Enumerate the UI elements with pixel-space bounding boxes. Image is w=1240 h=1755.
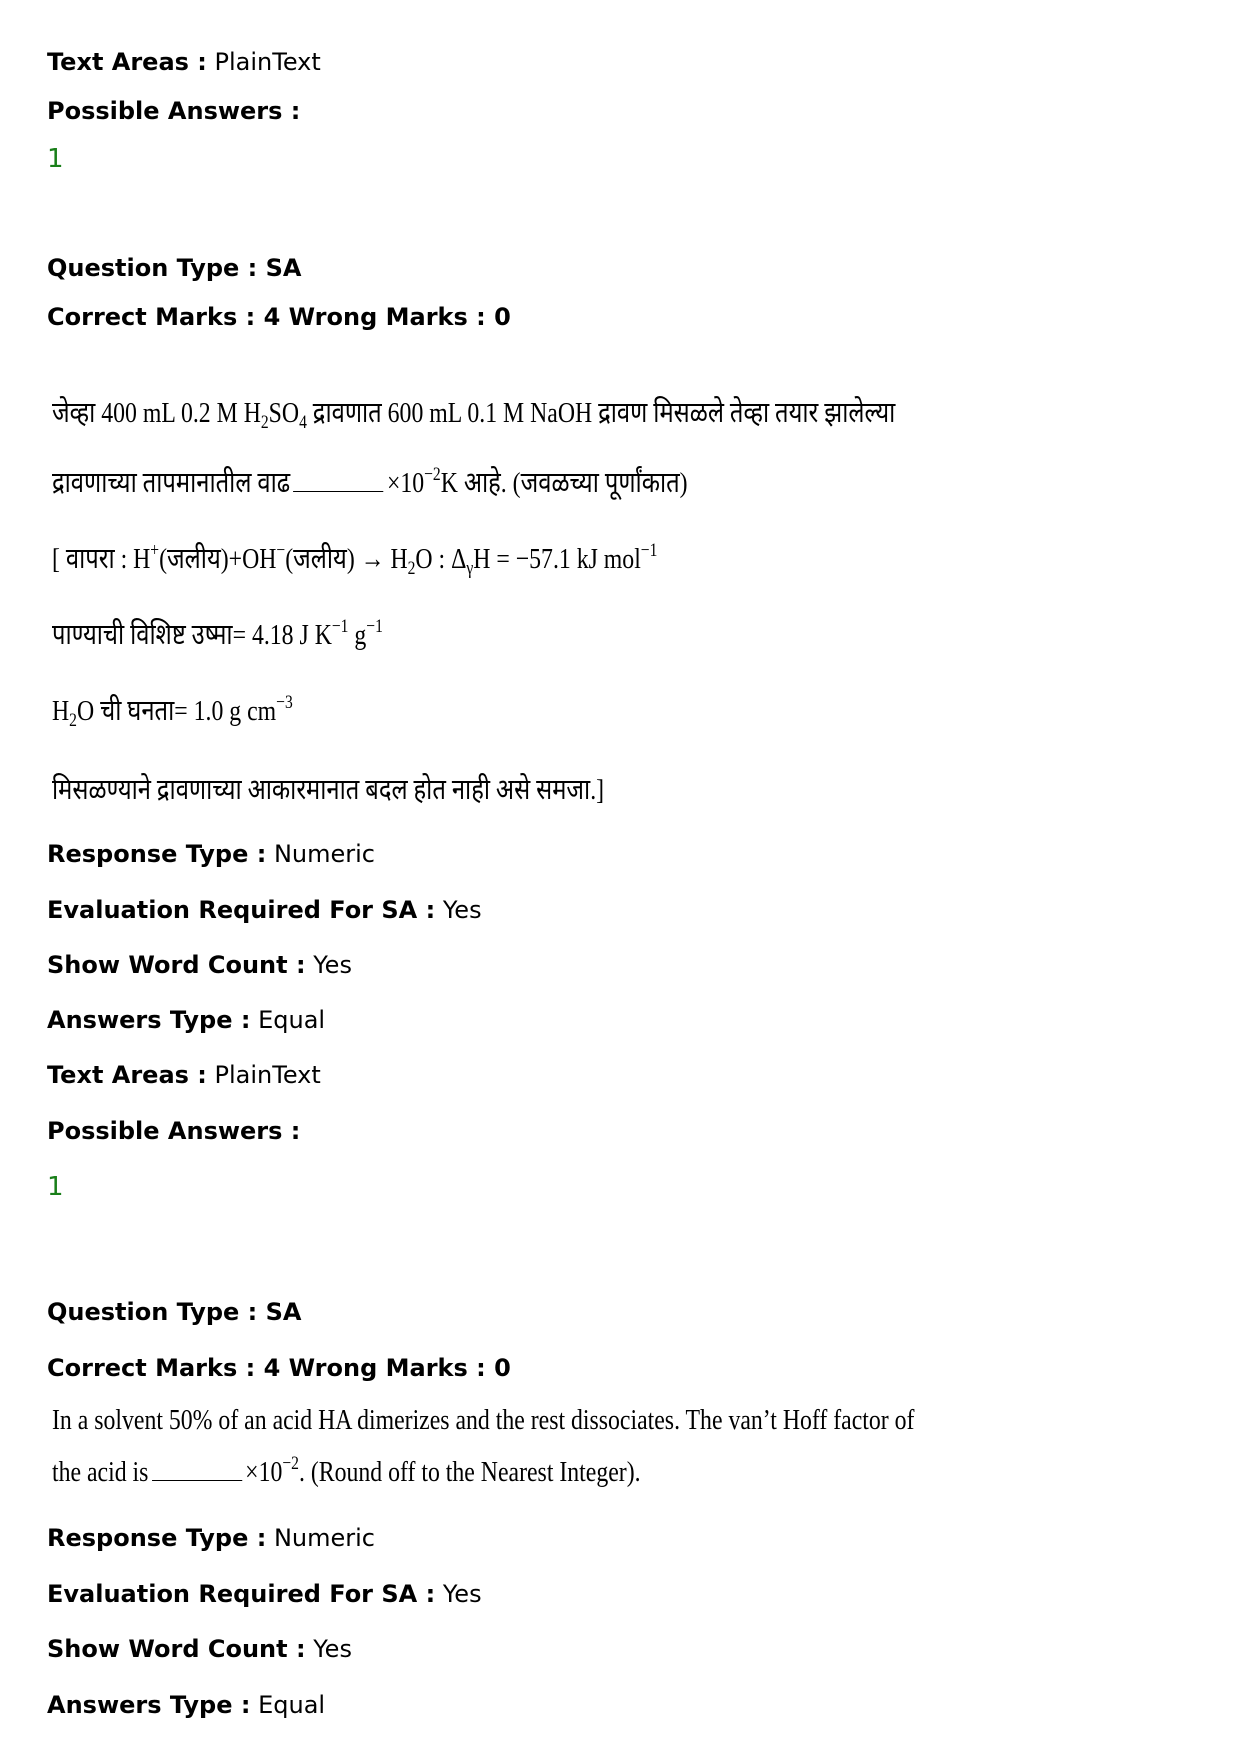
marks: Correct Marks : 4 Wrong Marks : 0 [47, 303, 511, 331]
evaluation-required-row: Evaluation Required For SA : Yes [47, 1580, 482, 1608]
question-text-line: [ वापरा : H+(जलीय)+OH−(जलीय) → $H_2O$ : $\Delta_\gamma H = -57.1$ kJ mol$^{-1}$ [52, 540, 658, 579]
text-areas-label: Text Areas : [47, 48, 207, 76]
text-areas-row: Text Areas : PlainText [47, 1061, 321, 1089]
question-text-line: In a solvent 50% of an acid HA dimerizes and the rest dissociates. The van’t Hoff factor of [52, 1404, 915, 1436]
text-areas-value: PlainText [214, 48, 321, 76]
question-text-line: जेव्हा 400 mL 0.2 M $H_2SO_4$ द्रावणात 600 mL 0.1 M NaOH द्रावण मिसळले तेव्हा तयार झालेल्या [52, 397, 896, 433]
possible-answer-value: 1 [47, 144, 64, 174]
question-text-line: पाण्याची विशिष्ट उष्मा= 4.18 J $K^{-1}$ $g^{-1}$ [52, 616, 383, 651]
possible-answer-value: 1 [47, 1172, 64, 1202]
answer-blank [293, 467, 383, 492]
question-type: Question Type : SA [47, 254, 302, 282]
answers-type-row: Answers Type : Equal [47, 1006, 326, 1034]
question-text-line: $H_2O$ ची घनता= 1.0 g $cm^{-3}$ [52, 692, 293, 731]
answer-blank [152, 1456, 242, 1481]
evaluation-required-row: Evaluation Required For SA : Yes [47, 896, 482, 924]
marks: Correct Marks : 4 Wrong Marks : 0 [47, 1354, 511, 1382]
text-areas-row [47, 46, 321, 78]
question-type: Question Type : SA [47, 1298, 302, 1326]
show-word-count-row: Show Word Count : Yes [47, 951, 352, 979]
show-word-count-row: Show Word Count : Yes [47, 1635, 352, 1663]
question-text-line: मिसळण्याने द्रावणाच्या आकारमानात बदल होत नाही असे समजा.] [52, 774, 605, 806]
response-type-row: Response Type : Numeric [47, 1524, 375, 1552]
response-type-row: Response Type : Numeric [47, 840, 375, 868]
answers-type-row: Answers Type : Equal [47, 1691, 326, 1719]
possible-answers-heading: Possible Answers : [47, 97, 301, 125]
question-text-line: द्रावणाच्या तापमानातील वाढ $\times 10^{-2}K$ आहे. (जवळच्या पूर्णांकात) [52, 464, 688, 499]
possible-answers-heading: Possible Answers : [47, 1117, 301, 1145]
question-text-line: the acid is $\times 10^{-2}$. (Round off to the Nearest Integer). [52, 1453, 641, 1488]
